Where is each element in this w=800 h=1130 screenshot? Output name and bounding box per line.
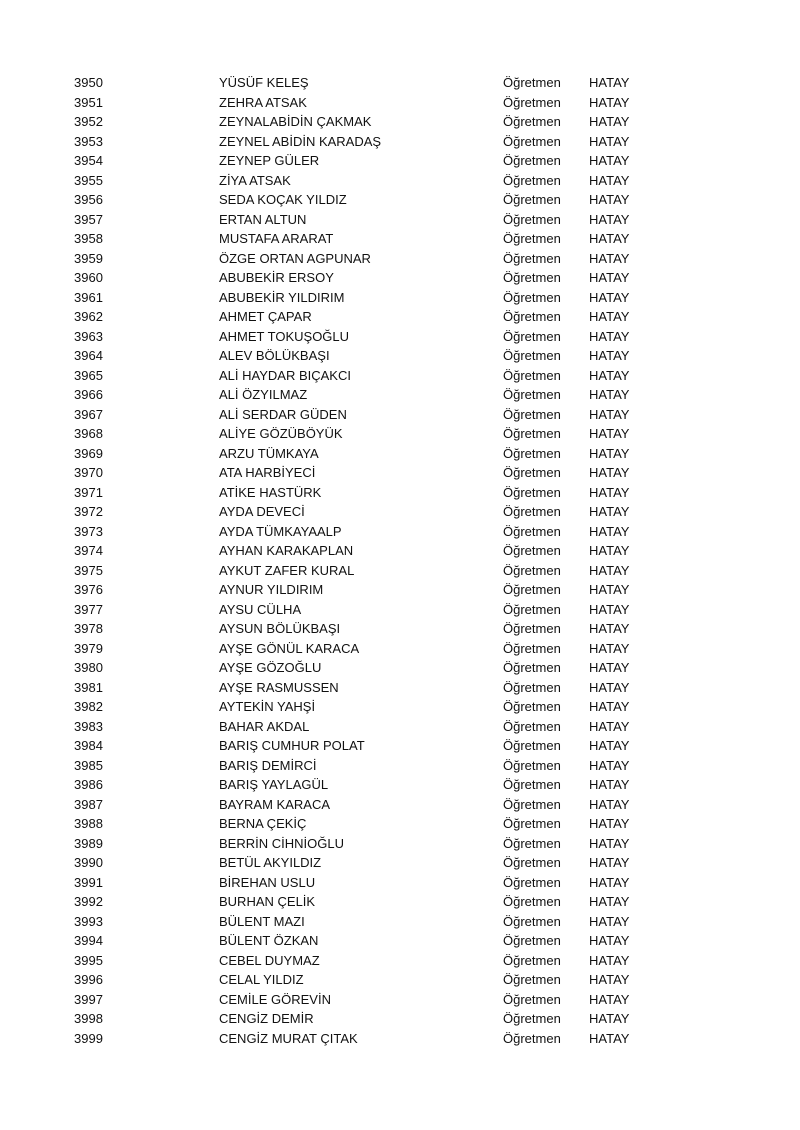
city: HATAY	[589, 679, 630, 695]
person-name: AYTEKİN YAHŞİ	[219, 699, 316, 714]
list-row	[0, 541, 800, 561]
job-title: Öğretmen	[503, 1030, 561, 1046]
row-number: 3996	[74, 972, 103, 987]
city: HATAY	[589, 231, 630, 246]
list-row	[0, 775, 800, 795]
row-number: 3999	[74, 1030, 103, 1046]
job-title: Öğretmen	[503, 855, 561, 870]
city: HATAY	[589, 874, 630, 890]
row-number: 3988	[74, 816, 103, 831]
job-title: Öğretmen	[503, 582, 561, 597]
row-number: 3981	[74, 679, 103, 695]
city: HATAY	[589, 718, 630, 734]
row-number: 3963	[74, 328, 103, 344]
city: HATAY	[589, 211, 630, 227]
job-title: Öğretmen	[503, 738, 561, 753]
list-row	[0, 853, 800, 873]
list-row	[0, 483, 800, 503]
job-title: Öğretmen	[503, 328, 561, 344]
person-name: BERNA ÇEKİÇ	[219, 816, 307, 831]
job-title: Öğretmen	[503, 211, 561, 227]
row-number: 3965	[74, 367, 103, 383]
person-name: BÜLENT MAZI	[219, 913, 305, 929]
list-row	[0, 327, 800, 347]
city: HATAY	[589, 153, 630, 168]
row-number: 3961	[74, 289, 103, 305]
city: HATAY	[589, 484, 630, 500]
list-row	[0, 970, 800, 990]
job-title: Öğretmen	[503, 445, 561, 461]
person-name: AYŞE GÖNÜL KARACA	[219, 640, 360, 656]
row-number: 3976	[74, 582, 103, 597]
list-row	[0, 249, 800, 269]
job-title: Öğretmen	[503, 796, 561, 812]
list-row	[0, 346, 800, 366]
row-number: 3954	[74, 153, 103, 168]
list-row	[0, 132, 800, 152]
job-title: Öğretmen	[503, 172, 561, 188]
row-number: 3989	[74, 835, 103, 851]
person-name: BARIŞ YAYLAGÜL	[219, 777, 329, 792]
person-name: AHMET TOKUŞOĞLU	[219, 328, 350, 344]
person-name: AHMET ÇAPAR	[219, 309, 312, 324]
person-name: ALEV BÖLÜKBAŞI	[219, 348, 330, 363]
job-title: Öğretmen	[503, 309, 561, 324]
person-name: ZEYNALABİDİN ÇAKMAK	[219, 114, 372, 129]
job-title: Öğretmen	[503, 133, 561, 149]
person-name: BURHAN ÇELİK	[219, 894, 316, 909]
list-row	[0, 73, 800, 93]
row-number: 3983	[74, 718, 103, 734]
row-number: 3991	[74, 874, 103, 890]
person-name: AYKUT ZAFER KURAL	[219, 562, 355, 578]
list-row	[0, 834, 800, 854]
row-number: 3998	[74, 1011, 103, 1026]
list-row	[0, 619, 800, 639]
job-title: Öğretmen	[503, 543, 561, 558]
city: HATAY	[589, 523, 630, 539]
city: HATAY	[589, 816, 630, 831]
row-number: 3970	[74, 465, 103, 480]
job-title: Öğretmen	[503, 153, 561, 168]
job-title: Öğretmen	[503, 94, 561, 110]
job-title: Öğretmen	[503, 660, 561, 675]
person-name: AYŞE GÖZOĞLU	[219, 660, 322, 675]
job-title: Öğretmen	[503, 933, 561, 948]
list-row	[0, 171, 800, 191]
row-number: 3966	[74, 387, 103, 402]
row-number: 3980	[74, 660, 103, 675]
city: HATAY	[589, 777, 630, 792]
person-name: YÜSÜF KELEŞ	[219, 75, 309, 90]
person-name: ALİ HAYDAR BIÇAKCI	[219, 367, 351, 383]
row-number: 3962	[74, 309, 103, 324]
city: HATAY	[589, 738, 630, 753]
row-number: 3979	[74, 640, 103, 656]
row-number: 3971	[74, 484, 103, 500]
city: HATAY	[589, 894, 630, 909]
row-number: 3951	[74, 94, 103, 110]
city: HATAY	[589, 75, 630, 90]
person-name: AYDA DEVECİ	[219, 504, 305, 519]
row-number: 3950	[74, 75, 103, 90]
job-title: Öğretmen	[503, 913, 561, 929]
row-number: 3964	[74, 348, 103, 363]
person-name: CENGİZ DEMİR	[219, 1011, 314, 1026]
list-row	[0, 190, 800, 210]
person-name: ALİ ÖZYILMAZ	[219, 387, 308, 402]
row-number: 3956	[74, 192, 103, 207]
person-name: AYHAN KARAKAPLAN	[219, 543, 354, 558]
job-title: Öğretmen	[503, 1011, 561, 1026]
list-row	[0, 814, 800, 834]
job-title: Öğretmen	[503, 192, 561, 207]
city: HATAY	[589, 445, 630, 461]
person-name: ZEYNEL ABİDİN KARADAŞ	[219, 133, 382, 149]
person-name: ÖZGE ORTAN AGPUNAR	[219, 250, 371, 266]
job-title: Öğretmen	[503, 231, 561, 246]
job-title: Öğretmen	[503, 835, 561, 851]
city: HATAY	[589, 621, 630, 636]
job-title: Öğretmen	[503, 777, 561, 792]
city: HATAY	[589, 270, 630, 285]
city: HATAY	[589, 426, 630, 441]
row-number: 3990	[74, 855, 103, 870]
person-name: AYDA TÜMKAYAALP	[219, 523, 342, 539]
job-title: Öğretmen	[503, 289, 561, 305]
list-row	[0, 931, 800, 951]
list-row	[0, 873, 800, 893]
list-row	[0, 1029, 800, 1049]
city: HATAY	[589, 913, 630, 929]
job-title: Öğretmen	[503, 952, 561, 968]
list-row	[0, 717, 800, 737]
list-row	[0, 561, 800, 581]
row-number: 3992	[74, 894, 103, 909]
city: HATAY	[589, 250, 630, 266]
row-number: 3958	[74, 231, 103, 246]
city: HATAY	[589, 1011, 630, 1026]
person-name: CENGİZ MURAT ÇITAK	[219, 1030, 358, 1046]
row-number: 3967	[74, 406, 103, 422]
row-number: 3994	[74, 933, 103, 948]
list-row	[0, 736, 800, 756]
person-name: AYSU CÜLHA	[219, 601, 302, 617]
city: HATAY	[589, 972, 630, 987]
job-title: Öğretmen	[503, 991, 561, 1007]
person-name: ABUBEKİR YILDIRIM	[219, 289, 345, 305]
city: HATAY	[589, 1030, 630, 1046]
job-title: Öğretmen	[503, 640, 561, 656]
person-name: BARIŞ DEMİRCİ	[219, 757, 317, 773]
city: HATAY	[589, 601, 630, 617]
list-row	[0, 112, 800, 132]
row-number: 3974	[74, 543, 103, 558]
job-title: Öğretmen	[503, 601, 561, 617]
person-name: AYSUN BÖLÜKBAŞI	[219, 621, 341, 636]
person-name: BERRİN CİHNİOĞLU	[219, 835, 344, 851]
person-name: BİREHAN USLU	[219, 874, 316, 890]
row-number: 3997	[74, 991, 103, 1007]
person-name: BARIŞ CUMHUR POLAT	[219, 738, 365, 753]
job-title: Öğretmen	[503, 874, 561, 890]
person-name: ABUBEKİR ERSOY	[219, 270, 334, 285]
city: HATAY	[589, 952, 630, 968]
city: HATAY	[589, 192, 630, 207]
job-title: Öğretmen	[503, 972, 561, 987]
job-title: Öğretmen	[503, 816, 561, 831]
row-number: 3987	[74, 796, 103, 812]
city: HATAY	[589, 933, 630, 948]
list-row	[0, 385, 800, 405]
person-name: AYŞE RASMUSSEN	[219, 679, 339, 695]
row-number: 3959	[74, 250, 103, 266]
person-name: ZEHRA ATSAK	[219, 94, 307, 110]
row-number: 3952	[74, 114, 103, 129]
city: HATAY	[589, 172, 630, 188]
city: HATAY	[589, 94, 630, 110]
city: HATAY	[589, 367, 630, 383]
job-title: Öğretmen	[503, 562, 561, 578]
list-row	[0, 678, 800, 698]
job-title: Öğretmen	[503, 114, 561, 129]
job-title: Öğretmen	[503, 270, 561, 285]
person-name: MUSTAFA ARARAT	[219, 231, 334, 246]
person-name: ARZU TÜMKAYA	[219, 445, 319, 461]
row-number: 3977	[74, 601, 103, 617]
job-title: Öğretmen	[503, 348, 561, 363]
list-row	[0, 756, 800, 776]
row-number: 3973	[74, 523, 103, 539]
list-row	[0, 463, 800, 483]
job-title: Öğretmen	[503, 699, 561, 714]
list-row	[0, 639, 800, 659]
list-row	[0, 502, 800, 522]
city: HATAY	[589, 855, 630, 870]
list-row	[0, 288, 800, 308]
person-name: BAYRAM KARACA	[219, 796, 331, 812]
city: HATAY	[589, 133, 630, 149]
city: HATAY	[589, 699, 630, 714]
person-name: CEBEL DUYMAZ	[219, 952, 320, 968]
city: HATAY	[589, 757, 630, 773]
row-number: 3982	[74, 699, 103, 714]
city: HATAY	[589, 640, 630, 656]
job-title: Öğretmen	[503, 621, 561, 636]
teacher-list	[0, 73, 800, 1048]
row-number: 3957	[74, 211, 103, 227]
person-name: CELAL YILDIZ	[219, 972, 304, 987]
city: HATAY	[589, 504, 630, 519]
job-title: Öğretmen	[503, 504, 561, 519]
list-row	[0, 658, 800, 678]
row-number: 3972	[74, 504, 103, 519]
city: HATAY	[589, 387, 630, 402]
person-name: ERTAN ALTUN	[219, 211, 307, 227]
row-number: 3978	[74, 621, 103, 636]
person-name: SEDA KOÇAK YILDIZ	[219, 192, 347, 207]
list-row	[0, 366, 800, 386]
row-number: 3984	[74, 738, 103, 753]
list-row	[0, 990, 800, 1010]
person-name: BETÜL AKYILDIZ	[219, 855, 322, 870]
city: HATAY	[589, 289, 630, 305]
city: HATAY	[589, 328, 630, 344]
row-number: 3985	[74, 757, 103, 773]
list-row	[0, 697, 800, 717]
list-row	[0, 522, 800, 542]
city: HATAY	[589, 348, 630, 363]
person-name: ZİYA ATSAK	[219, 172, 291, 188]
list-row	[0, 268, 800, 288]
city: HATAY	[589, 309, 630, 324]
job-title: Öğretmen	[503, 679, 561, 695]
row-number: 3960	[74, 270, 103, 285]
list-row	[0, 444, 800, 464]
person-name: ATİKE HASTÜRK	[219, 484, 322, 500]
person-name: ZEYNEP GÜLER	[219, 153, 320, 168]
job-title: Öğretmen	[503, 75, 561, 90]
row-number: 3993	[74, 913, 103, 929]
row-number: 3955	[74, 172, 103, 188]
list-row	[0, 424, 800, 444]
job-title: Öğretmen	[503, 250, 561, 266]
person-name: BAHAR AKDAL	[219, 718, 310, 734]
row-number: 3975	[74, 562, 103, 578]
list-row	[0, 951, 800, 971]
job-title: Öğretmen	[503, 484, 561, 500]
list-row	[0, 405, 800, 425]
city: HATAY	[589, 835, 630, 851]
job-title: Öğretmen	[503, 757, 561, 773]
person-name: AYNUR YILDIRIM	[219, 582, 324, 597]
person-name: BÜLENT ÖZKAN	[219, 933, 319, 948]
list-row	[0, 795, 800, 815]
person-name: ALİ SERDAR GÜDEN	[219, 406, 347, 422]
job-title: Öğretmen	[503, 465, 561, 480]
city: HATAY	[589, 582, 630, 597]
job-title: Öğretmen	[503, 718, 561, 734]
row-number: 3953	[74, 133, 103, 149]
row-number: 3986	[74, 777, 103, 792]
city: HATAY	[589, 543, 630, 558]
job-title: Öğretmen	[503, 387, 561, 402]
list-row	[0, 600, 800, 620]
person-name: CEMİLE GÖREVİN	[219, 991, 331, 1007]
city: HATAY	[589, 406, 630, 422]
job-title: Öğretmen	[503, 426, 561, 441]
list-row	[0, 229, 800, 249]
job-title: Öğretmen	[503, 523, 561, 539]
city: HATAY	[589, 660, 630, 675]
list-row	[0, 580, 800, 600]
row-number: 3969	[74, 445, 103, 461]
person-name: ALİYE GÖZÜBÖYÜK	[219, 426, 343, 441]
city: HATAY	[589, 562, 630, 578]
city: HATAY	[589, 114, 630, 129]
city: HATAY	[589, 465, 630, 480]
list-row	[0, 307, 800, 327]
list-row	[0, 151, 800, 171]
row-number: 3968	[74, 426, 103, 441]
list-row	[0, 892, 800, 912]
city: HATAY	[589, 796, 630, 812]
job-title: Öğretmen	[503, 367, 561, 383]
job-title: Öğretmen	[503, 406, 561, 422]
person-name: ATA HARBİYECİ	[219, 465, 316, 480]
list-row	[0, 93, 800, 113]
list-row	[0, 1009, 800, 1029]
list-row	[0, 912, 800, 932]
job-title: Öğretmen	[503, 894, 561, 909]
list-row	[0, 210, 800, 230]
row-number: 3995	[74, 952, 103, 968]
city: HATAY	[589, 991, 630, 1007]
